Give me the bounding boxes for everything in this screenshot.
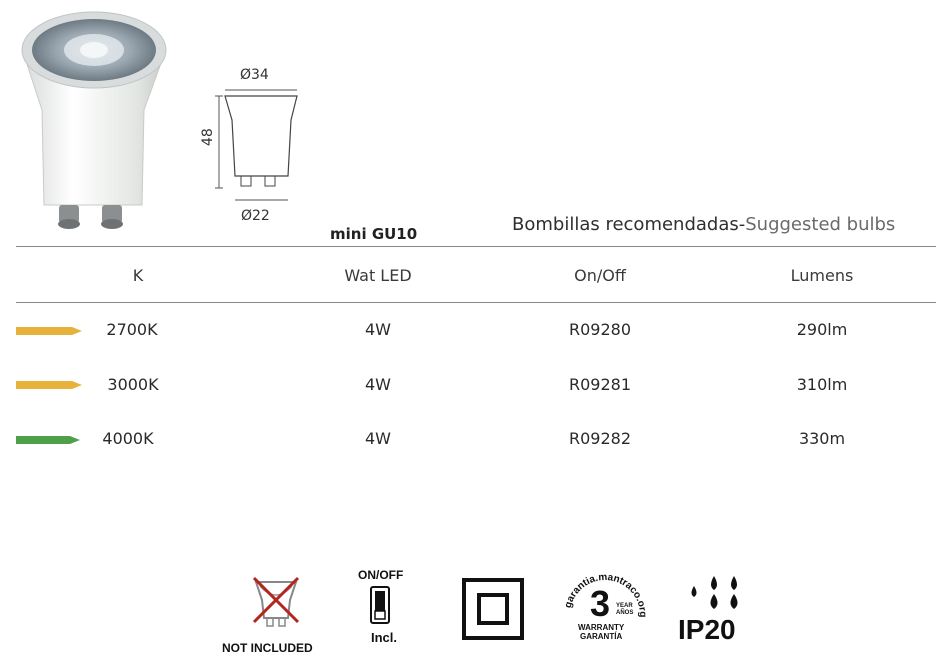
warranty-year-en: YEAR: [616, 603, 633, 609]
color-temp-arrow: [16, 434, 82, 446]
switch-top-label: ON/OFF: [358, 568, 404, 582]
row-watt: 4W: [365, 320, 391, 339]
warranty-years: 3: [590, 583, 611, 624]
row-code: R09280: [568, 320, 632, 339]
row-k: 2700K: [106, 320, 158, 339]
water-drops-icon: [686, 570, 742, 612]
warranty-en: WARRANTY: [578, 623, 625, 632]
recommended-bulbs-title: [512, 214, 895, 235]
warranty-es: GARANTÍA: [580, 632, 623, 641]
warranty-url-text: garantia.mantraco.org: [562, 571, 649, 618]
row-code: R09281: [568, 375, 632, 394]
bulb-not-included-badge: [222, 572, 332, 658]
crossed-bulb-icon: [250, 574, 302, 632]
col-header-lumens: Lumens: [790, 266, 854, 285]
col-header-k: K: [132, 266, 144, 285]
title-separator: -: [738, 214, 746, 235]
row-lumens: 310lm: [796, 375, 848, 394]
color-temp-arrow: [16, 379, 82, 391]
rocker-switch-icon: [370, 586, 390, 624]
double-insulation-icon: [462, 578, 524, 640]
title-es: Bombillas recomendadas: [512, 214, 739, 235]
row-lumens: 290lm: [796, 320, 848, 339]
table-top-rule: [16, 246, 936, 247]
ip-rating-badge: [678, 570, 754, 650]
row-code: R09282: [568, 429, 632, 448]
row-watt: 4W: [365, 375, 391, 394]
product-name: mini GU10: [330, 225, 418, 243]
warranty-year-es: AÑOS: [616, 610, 634, 616]
table-header-rule: [16, 302, 936, 303]
dimension-drawing: [195, 66, 315, 228]
col-header-onoff: On/Off: [574, 266, 626, 285]
row-k: 4000K: [102, 429, 154, 448]
switch-included-badge: [358, 568, 414, 650]
not-included-label: NOT INCLUDED: [222, 641, 313, 655]
color-temp-arrow: [16, 325, 82, 337]
ip-rating-label: IP20: [678, 614, 736, 645]
warranty-badge: [560, 565, 650, 647]
switch-bottom-label: Incl.: [371, 630, 398, 645]
title-en: Suggested bulbs: [745, 214, 896, 235]
col-header-watt: Wat LED: [344, 266, 412, 285]
dim-base-diameter: Ø22: [241, 208, 270, 224]
bulb-photo: [14, 10, 174, 235]
row-lumens: 330m: [798, 429, 846, 448]
dim-height: 48: [200, 128, 216, 146]
row-k: 3000K: [107, 375, 159, 394]
dim-top-diameter: Ø34: [240, 67, 269, 83]
row-watt: 4W: [365, 429, 391, 448]
